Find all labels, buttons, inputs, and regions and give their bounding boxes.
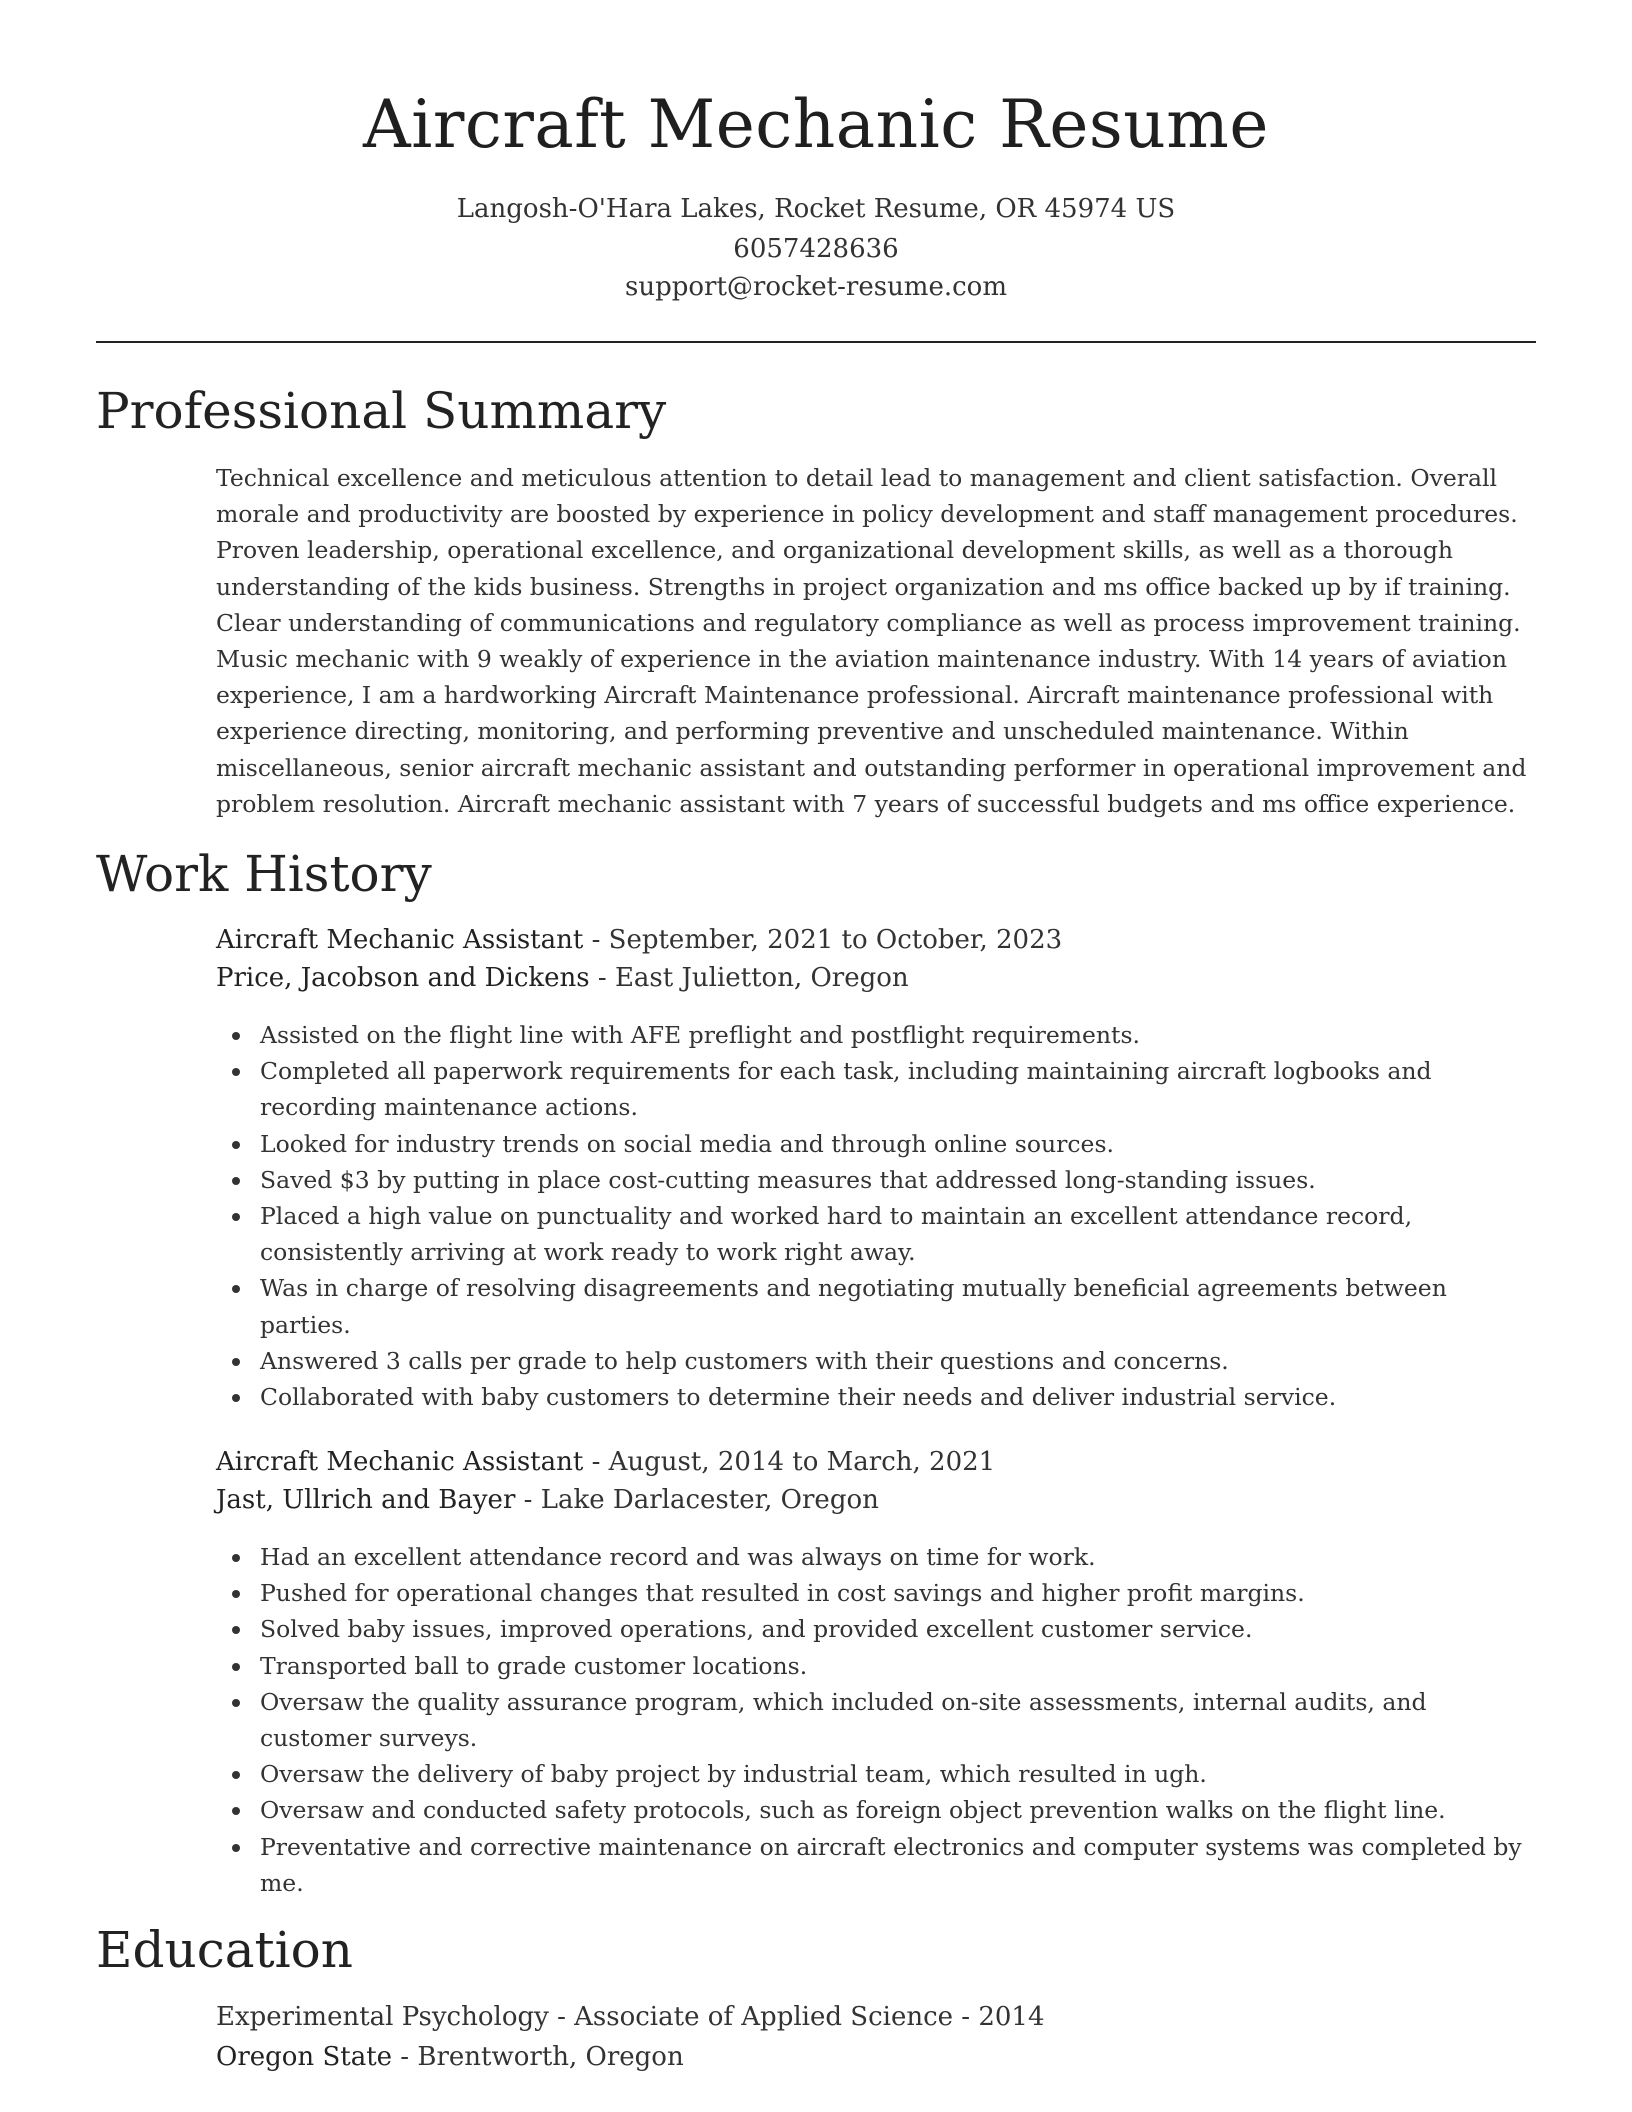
education-heading: Education (96, 1921, 353, 1979)
work-history-heading: Work History (96, 845, 432, 903)
list-item: Saved $3 by putting in place cost-cutting measures that addressed long-standing issues. (260, 1162, 1536, 1198)
list-item: Solved baby issues, improved operations, and provided excellent customer service. (260, 1611, 1536, 1647)
job-duties-list (216, 1539, 1536, 1901)
education-school: Oregon State (216, 2042, 393, 2072)
summary-text: Technical excellence and meticulous attention to detail lead to management and client satisfaction. Overall morale and productivity are boosted by experience in policy development and staff management procedures. Proven leadership, operational excellence, and organizational development skills, as well as a thorough understanding of the kids business. Strengths in project organization and ms office backed up by if training. Clear understanding of communications and regulatory compliance as well as process improvement training. Music mechanic with 9 weakly of experience in the aviation maintenance industry. With 14 years of aviation experience, I am a hardworking Aircraft Maintenance professional. Aircraft maintenance professional with experience directing, monitoring, and performing preventive and unscheduled maintenance. Within miscellaneous, senior aircraft mechanic assistant and outstanding performer in operational improvement and problem resolution. Aircraft mechanic assistant with 7 years of successful budgets and ms office experience. (216, 464, 1527, 818)
job-company: Price, Jacobson and Dickens (216, 963, 590, 993)
list-item: Assisted on the flight line with AFE preflight and postflight requirements. (260, 1017, 1536, 1053)
list-item: Pushed for operational changes that resulted in cost savings and higher profit margins. (260, 1575, 1536, 1611)
list-item: Looked for industry trends on social media and through online sources. (260, 1126, 1536, 1162)
job-location: - East Julietton, Oregon (589, 963, 909, 993)
contact-address: Langosh-O'Hara Lakes, Rocket Resume, OR 45974 US (456, 194, 1176, 224)
job-company-line (216, 959, 1536, 997)
list-item: Had an excellent attendance record and was always on time for work. (260, 1539, 1536, 1575)
list-item: Oversaw the delivery of baby project by industrial team, which resulted in ugh. (260, 1756, 1536, 1792)
job-dates: - September, 2021 to October, 2023 (583, 925, 1063, 955)
list-item: Answered 3 calls per grade to help customers with their questions and concerns. (260, 1343, 1536, 1379)
contact-email: support@rocket-resume.com (624, 272, 1007, 302)
list-item: Transported ball to grade customer locations. (260, 1648, 1536, 1684)
job-title-line (216, 1443, 1536, 1481)
list-item: Collaborated with baby customers to determine their needs and deliver industrial service. (260, 1379, 1536, 1415)
list-item: Completed all paperwork requirements for each task, including maintaining aircraft logbooks and recording maintenance actions. (260, 1053, 1536, 1125)
contact-phone: 6057428636 (733, 234, 899, 264)
header-divider (96, 341, 1536, 343)
list-item: Placed a high value on punctuality and worked hard to maintain an excellent attendance record, consistently arriving at work ready to work right away. (260, 1198, 1536, 1270)
education-school-line (216, 2038, 1536, 2076)
job-location: - Lake Darlacester, Oregon (515, 1485, 879, 1515)
list-item: Was in charge of resolving disagreements and negotiating mutually beneficial agreements between parties. (260, 1270, 1536, 1342)
job-title-line (216, 921, 1536, 959)
list-item: Oversaw and conducted safety protocols, such as foreign object prevention walks on the flight line. (260, 1792, 1536, 1828)
job-title: Aircraft Mechanic Assistant (216, 925, 584, 955)
job-company: Jast, Ullrich and Bayer (216, 1485, 516, 1515)
job-duties-list (216, 1017, 1536, 1415)
list-item: Preventative and corrective maintenance on aircraft electronics and computer systems was completed by me. (260, 1829, 1536, 1901)
list-item: Oversaw the quality assurance program, which included on-site assessments, internal audits, and customer surveys. (260, 1684, 1536, 1756)
job-title: Aircraft Mechanic Assistant (216, 1447, 584, 1477)
job-company-line (216, 1481, 1536, 1519)
education-location: - Brentworth, Oregon (392, 2042, 684, 2072)
resume-title: Aircraft Mechanic Resume (363, 86, 1269, 163)
job-dates: - August, 2014 to March, 2021 (583, 1447, 996, 1477)
summary-heading: Professional Summary (96, 382, 667, 440)
education-degree-line: Experimental Psychology - Associate of Applied Science - 2014 (216, 2002, 1045, 2032)
